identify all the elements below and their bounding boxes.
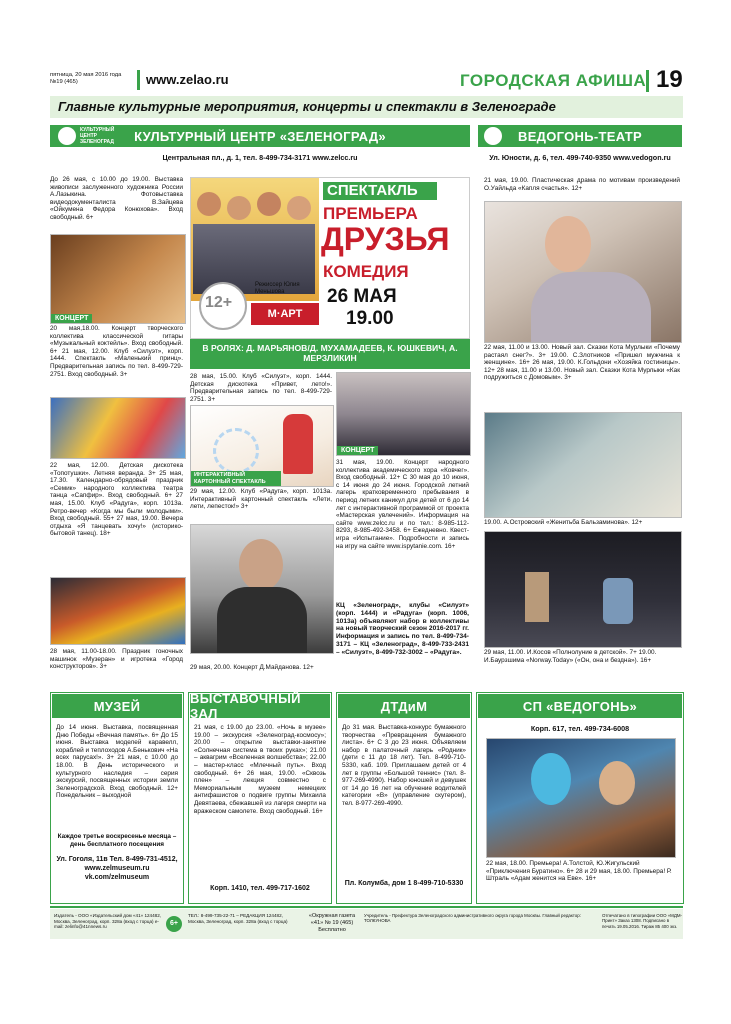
exhibit-title: ВЫСТАВОЧНЫЙ ЗАЛ: [190, 691, 301, 721]
page-number: 19: [656, 66, 683, 93]
exhibit-text: 21 мая, с 19.00 до 23.00. «Ночь в музее» 19.00 – экскурсия «Зеленоград-космосу»; 20.00 – открытие выставки-занятие «Солнечная система в твоих руках»; 21.00 – аквагрим «Вселенная волшебства»; 22.00 – мастер-класс «Млечный путь». Вход свободный. 6+ 26 мая, 19.00. «Сквозь плен» – лекция совместно с Мемориальным музеем немецких антифашистов о подвиге группы Михаила Девятаева, сбежавшей из лагеря смерти на вражеском самолете. Вход свободный. 16+: [194, 724, 326, 815]
footer-age-badge: 6+: [166, 916, 182, 932]
dtdim-title: ДТДиМ: [380, 698, 428, 714]
maidanov-photo: [190, 524, 334, 654]
vedogon-address[interactable]: Ул. Юности, д. 6, тел. 499-740-9350 www.vedogon.ru: [489, 153, 671, 162]
kc-address: Центральная пл., д. 1, тел. 8-499-734-3171 www.zelcc.ru: [162, 153, 358, 162]
poster-time: 19.00: [346, 308, 394, 329]
museum-footer[interactable]: Ул. Гоголя, 11в Тел. 8-499-731-4512, www.zelmuseum.ru vk.com/zelmuseum: [56, 856, 178, 881]
kc-col1-text-a: До 26 мая, с 10.00 до 19.00. Выставка живописи заслуженного художника России А.Лазыкина. Фотовыставка видеодокументалиста В.Зайцева «Ойкумена Федора Конюхова». Вход свободный. 6+: [50, 176, 183, 221]
issue-line: №19 (465): [50, 79, 78, 85]
poster-word: СПЕКТАКЛЬ: [323, 182, 437, 200]
poster-cast: В РОЛЯХ: Д. МАРЬЯНОВ/Д. МУХАМАДЕЕВ, К. ЮШКЕВИЧ, А. МЕРЗЛИКИН: [190, 339, 470, 369]
dtdim-text: До 31 мая. Выставка-конкурс бумажного творчества «Превращения бумажного листа». 6+ С 3 до 23 июня. Объявляем набор в палаточный лагерь «Родник» (дети с 11 до 18 лет). Тел. 8-499-710-5330, каб. 109. Приглашаем детей от 4 лет в группы «Большой теннис» (тел. 8-977-269-4990). Набор юношей и девушек от 14 до 16 лет на обучение водителей категории «B» (управление скутером), тел. 8-977-269-4990.: [342, 724, 466, 807]
racing-cars-photo: [50, 577, 186, 645]
kc-logo-text: КУЛЬТУРНЫЙ ЦЕНТР ЗЕЛЕНОГРАД: [80, 127, 115, 145]
sp-title: СП «ВЕДОГОНЬ»: [522, 698, 638, 714]
guitar-photo: [50, 234, 186, 324]
cartoon-tag: ИНТЕРАКТИВНЫЙ КАРТОННЫЙ СПЕКТАКЛЬ: [191, 471, 281, 486]
poster-title: ДРУЗЬЯ: [321, 221, 450, 257]
vedogon-text-a: 21 мая, 19.00. Пластическая драма по мотивам произведений О.Уайльда «Капля счастья». 12+: [484, 177, 680, 192]
exhibit-header: [190, 691, 330, 721]
poster-genre: КОМЕДИЯ: [323, 262, 409, 281]
museum-text: До 14 июня. Выставка, посвященная Дню Победы «Вечная память». 6+ До 15 июня. Выставка моделей каравелл, кораблей и теплоходов А.Бенькович «На всех парусах!». 3+ 21 мая, с 10.00 до 18.00. В День исторического и культурного наследия – серия экскурсий, посвященных истории земли Зеленоградской. Вход свободный. 12+ Понедельник – выходной: [56, 724, 178, 800]
vedogon-text-d: 29 мая, 11.00. И.Косов «Полнолуние в детской». 7+ 19.00. И.Баурзшима «Norway.Today» («Он, она и бездна»). 16+: [484, 649, 657, 664]
poster-director: Режиссер Юлия Меньшова: [255, 282, 300, 295]
norway-today-photo: [484, 531, 682, 648]
footer-col2: ТЕЛ.: 8-499-735-22-71 – РЕДАКЦИЯ 124482, Москва, Зеленоград, корп. 328а (вход с торца): [188, 913, 288, 924]
header-divider: [137, 70, 140, 90]
exhibit-footer: Корп. 1410, тел. 499-717-1602: [210, 885, 310, 892]
footer-col5: Отпечатано в типографии ООО «МДМ-Принт» Заказ 1308. Подписано в печать 19.05.2016. Тираж 85 400 экз.: [602, 913, 682, 929]
kc-col2-text-b: 29 мая, 12.00. Клуб «Радуга», корп. 1013а. Интерактивный картонный спектакль «Лети, лети, лепесток!» 3+: [190, 488, 332, 511]
section-title: ГОРОДСКАЯ АФИША: [460, 71, 647, 90]
dtdim-header: [338, 694, 470, 718]
vedogon-header: [478, 125, 682, 147]
date-line: пятница, 20 мая 2016 года: [50, 72, 122, 78]
kc-col1-text-b: 20 мая,18.00. Концерт творческого коллектива классической гитары «Музыкальный коктейль». Вход свободный. 6+ 21 мая, 12.00. Клуб «Силуэт», корп. 1444. Спектакль «Маленький принц». Предварительная запись по тел. 8-499-729-2751. Вход свободный. 3+: [50, 325, 183, 378]
choir-photo: [336, 372, 471, 456]
friends-poster: [190, 177, 470, 339]
site-link[interactable]: www.zelao.ru: [146, 72, 229, 87]
museum-header: [52, 694, 182, 718]
kaplya-photo: [484, 201, 682, 343]
vedogon-title: ВЕДОГОНЬ-ТЕАТР: [518, 128, 642, 144]
footer-col3: «Окружная газета «41» № 19 (465) Бесплатно: [308, 913, 356, 933]
balzaminov-photo: [484, 412, 682, 518]
footer-rule: [50, 906, 683, 908]
cartoon-play-photo: [190, 405, 334, 487]
kc-col1-text-d: 28 мая, 11.00-18.00. Праздник гоночных машинок «Музеран» и игротека «Город конструкторов». 3+: [50, 648, 183, 671]
concert-tag-2: КОНЦЕРТ: [337, 446, 378, 455]
poster-date: 26 МАЯ: [327, 286, 397, 307]
kc-logo-icon: [58, 127, 76, 145]
museum-note: Каждое третье воскресенье месяца – день бесплатного посещения: [57, 833, 177, 848]
concert-tag: КОНЦЕРТ: [51, 314, 92, 323]
issue-date: [50, 72, 121, 86]
sp-header: [478, 694, 682, 718]
kc-col1-text-c: 22 мая, 12.00. Детская дискотека «Топотушки». Летняя веранда. 3+ 25 мая, 17.30. Календарно-обрядовый праздник «Семик» народного коллектива театра танца «Сапфир». Вход свободный. 6+ 27 мая, 15.00. Клуб «Радуга», корп. 1013а. Ретро-вечер «Когда мы были молодыми». Вход свободный. 55+ 27 мая, 19.00. Вечера отдыха «Я танцевать хочу!» (историко-бытовой танец). 18+: [50, 462, 183, 538]
museum-title: МУЗЕЙ: [93, 698, 141, 714]
kc-col2-text-c: 29 мая, 20.00. Концерт Д.Майданова. 12+: [190, 664, 314, 671]
sp-text: 22 мая, 18.00. Премьера! А.Толстой, Ю.Жигульский «Приключения Буратино». 6+ 28 и 29 мая, 18.00. Премьера! Р. Штраль «Адам женится на Еве». 16+: [486, 860, 672, 883]
kc-col2-text-a: 28 мая, 15.00. Клуб «Силуэт», корп. 1444. Детская дискотека «Привет, лето!». Предварительная запись по тел. 8-499-729-2751. 3+: [190, 373, 332, 403]
dtdim-footer: Пл. Колумба, дом 1 8-499-710-5330: [344, 880, 464, 887]
footer-col1: Издатель - ООО «Издательский дом «41» 124482, Москва, Зеленоград, корп. 328а (вход с торца) e-mail: zelinfo@41nnews.ru: [54, 913, 162, 930]
poster-producer: М·АРТ: [251, 303, 319, 325]
page-subtitle: Главные культурные мероприятия, концерты и спектакли в Зеленограде: [58, 99, 556, 114]
footer-col4: Учредитель - Префектура Зеленоградского административного округа города Москвы. Главный редактор: ТОЛКУНОВА: [364, 913, 581, 924]
kc-col3-text-a: 31 мая, 19.00. Концерт народного коллектива академического хора «Ковчег». Вход свободный. 12+ С 30 мая до 10 июня, с 14 июня до 24 июня. Городской летний лагерь кратковременного пребывания в период летних каникул для детей от 6 до 14 лет с интерактивной программой от проекта «Мастерская увлечений». Информация на сайте www.zelcc.ru и по тел.: 8-985-112-8293, 8-985-492-3458. 6+ Ежедневно. Квест-игра «Испытание». Подробности и запись на игру на сайте www.ispytanie.com. 16+: [336, 459, 469, 550]
vedogon-logo-icon: [484, 127, 502, 145]
vedogon-text-c: 19.00. А.Островский «Женитьба Бальзаминова». 12+: [484, 519, 643, 526]
poster-premiere: ПРЕМЬЕРА: [323, 204, 418, 223]
buratino-photo: [486, 738, 676, 858]
disco-illustration: [50, 397, 186, 459]
kc-title: КУЛЬТУРНЫЙ ЦЕНТР «ЗЕЛЕНОГРАД»: [134, 128, 386, 144]
poster-age: 12+: [205, 294, 233, 311]
header-divider-2: [646, 70, 649, 92]
kc-col3-text-b: КЦ «Зеленоград», клубы «Силуэт» (корп. 1444) и «Радуга» (корп. 1006, 1013а) объявляют набор в коллективы на новый творческий сезон 2016-2017 гг. Информация и запись по тел. 8-499-734-3171 – КЦ «Зеленоград», 8-499-733-2431 – «Силуэт», 8-499-732-3002 – «Радуга».: [336, 602, 469, 656]
vedogon-text-b: 22 мая, 11.00 и 13.00. Новый зал. Сказки Кота Мурлыки «Почему растаял снег?». 3+ 19.00. С.Злотников «Пришел мужчина к женщине». 16+ 26 мая, 19.00. К.Гольдони «Хозяйка гостиницы». 12+ 28 мая, 11.00 и 13.00. Новый зал. Сказки Кота Мурлыки «Как подружиться с Домовым». 3+: [484, 344, 680, 382]
sp-address: Корп. 617, тел. 499-734-6008: [530, 724, 630, 733]
